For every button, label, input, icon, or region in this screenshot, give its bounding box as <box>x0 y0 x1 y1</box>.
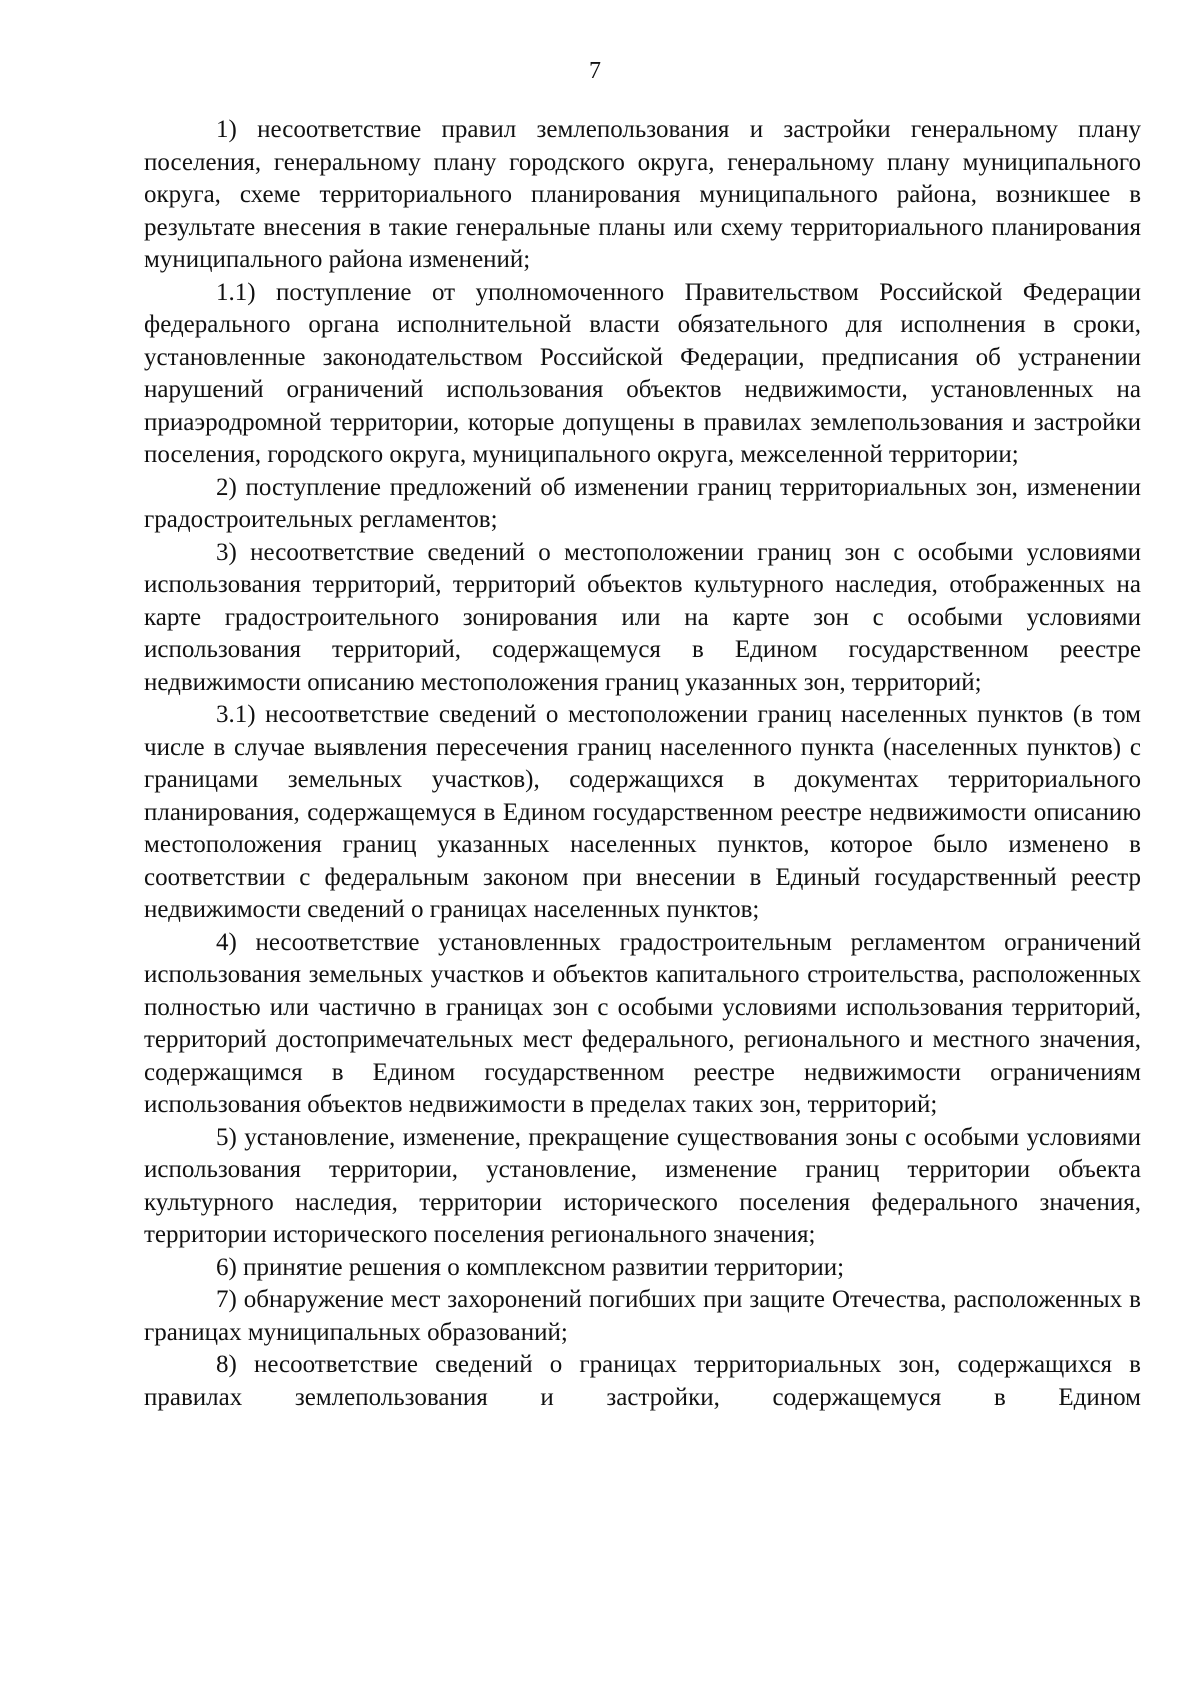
paragraph-2: 2) поступление предложений об изменении границ территориальных зон, изменении градостроительных регламентов; <box>144 473 1141 533</box>
paragraph-7: 7) обнаружение мест захоронений погибших при защите Отечества, расположенных в границах муниципальных образований; <box>144 1286 1141 1346</box>
paragraph-3-1: 3.1) несоответствие сведений о местоположении границ населенных пунктов (в том числе в случае выявления пересечения границ населенного пункта (населенных пунктов) с границами земельных участков), содержащихся в документах территориального планирования, содержащемуся в Едином государственном реестре недвижимости описанию местоположения границ указанных населенных пунктов, которое было изменено в соответствии с федеральным законом при внесении в Единый государственный реестр недвижимости сведений о границах населенных пунктов; <box>144 701 1141 923</box>
paragraph-6: 6) принятие решения о комплексном развитии территории; <box>216 1253 845 1281</box>
page-number: 7 <box>589 58 601 84</box>
paragraph-8: 8) несоответствие сведений о границах территориальных зон, содержащихся в правилах землепользования и застройки, содержащемуся в Едином <box>144 1351 1141 1411</box>
paragraph-1: 1) несоответствие правил землепользования и застройки генеральному плану поселения, генеральному плану городского округа, генеральному плану муниципального округа, схеме территориального планирования муниципального района, возникшее в результате внесения в такие генеральные планы или схему территориального планирования муниципального района изменений; <box>144 116 1141 273</box>
paragraph-1-1: 1.1) поступление от уполномоченного Правительством Российской Федерации федерального органа исполнительной власти обязательного для исполнения в сроки, установленные законодательством Российской Федерации, предписания об устранении нарушений ограничений использования объектов недвижимости, установленных на приаэродромной территории, которые допущены в правилах землепользования и застройки поселения, городского округа, муниципального округа, межселенной территории; <box>144 278 1141 468</box>
paragraph-3: 3) несоответствие сведений о местоположении границ зон с особыми условиями использования территорий, территорий объектов культурного наследия, отображенных на карте градостроительного зонирования или на карте зон с особыми условиями использования территорий, содержащемуся в Едином государственном реестре недвижимости описанию местоположения границ указанных зон, территорий; <box>144 538 1141 696</box>
paragraph-4: 4) несоответствие установленных градостроительным регламентом ограничений использования земельных участков и объектов капитального строительства, расположенных полностью или частично в границах зон с особыми условиями использования территорий, территорий достопримечательных мест федерального, регионального и местного значения, содержащимся в Едином государственном реестре недвижимости ограничениям использования объектов недвижимости в пределах таких зон, территорий; <box>144 928 1141 1118</box>
paragraph-5: 5) установление, изменение, прекращение существования зоны с особыми условиями использования территории, установление, изменение границ территории объекта культурного наследия, территории исторического поселения федерального значения, территории исторического поселения регионального значения; <box>144 1123 1141 1248</box>
document-body <box>144 114 1141 1414</box>
